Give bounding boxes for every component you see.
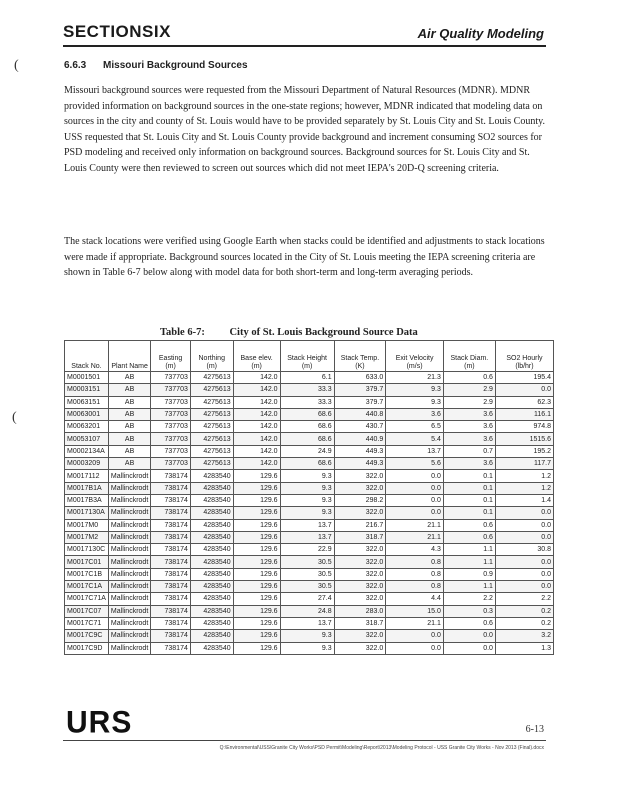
table-cell: M0063201: [65, 421, 109, 433]
section-title: Missouri Background Sources: [103, 60, 248, 71]
table-cell: 738174: [151, 630, 191, 642]
table-cell: 440.9: [334, 433, 386, 445]
table-cell: 0.0: [443, 642, 495, 654]
table-cell: 440.8: [334, 408, 386, 420]
background-source-table: [64, 340, 554, 655]
table-cell: 13.7: [280, 617, 334, 629]
table-cell: Mallinckrodt: [108, 593, 150, 605]
table-cell: 129.6: [233, 556, 280, 568]
table-row: [65, 482, 554, 494]
table-cell: 738174: [151, 482, 191, 494]
table-cell: M0017C9C: [65, 630, 109, 642]
table-cell: Mallinckrodt: [108, 642, 150, 654]
table-cell: 298.2: [334, 494, 386, 506]
footer-rule: [63, 740, 546, 741]
table-cell: Mallinckrodt: [108, 494, 150, 506]
table-cell: 68.6: [280, 421, 334, 433]
table-cell: 0.1: [443, 507, 495, 519]
table-row: [65, 458, 554, 470]
table-cell: 737703: [151, 372, 191, 384]
table-cell: 1.2: [495, 470, 553, 482]
table-cell: 21.1: [386, 617, 444, 629]
table-cell: 1.1: [443, 581, 495, 593]
table-cell: Mallinckrodt: [108, 544, 150, 556]
table-cell: 322.0: [334, 581, 386, 593]
table-cell: 0.0: [495, 581, 553, 593]
table-cell: 738174: [151, 593, 191, 605]
table-cell: 1.4: [495, 494, 553, 506]
table-cell: 0.1: [443, 494, 495, 506]
table-cell: 4275613: [190, 408, 233, 420]
table-cell: 322.0: [334, 507, 386, 519]
table-cell: 738174: [151, 470, 191, 482]
table-cell: AB: [108, 408, 150, 420]
table-cell: 142.0: [233, 445, 280, 457]
table-row: [65, 372, 554, 384]
table-cell: 142.0: [233, 408, 280, 420]
table-cell: 322.0: [334, 482, 386, 494]
table-cell: 322.0: [334, 544, 386, 556]
table-row: [65, 556, 554, 568]
margin-bracket-mark: (: [14, 58, 19, 73]
document-title: Air Quality Modeling: [417, 26, 544, 41]
table-cell: 738174: [151, 519, 191, 531]
column-header: Stack No.: [65, 341, 109, 372]
table-row: [65, 531, 554, 543]
table-cell: 4283540: [190, 605, 233, 617]
column-header: Plant Name: [108, 341, 150, 372]
table-cell: 4275613: [190, 396, 233, 408]
table-cell: 15.0: [386, 605, 444, 617]
table-cell: 30.5: [280, 581, 334, 593]
table-cell: 24.8: [280, 605, 334, 617]
table-row: [65, 617, 554, 629]
table-cell: 0.0: [443, 630, 495, 642]
table-row: [65, 568, 554, 580]
table-cell: 1.1: [443, 556, 495, 568]
table-cell: 4283540: [190, 494, 233, 506]
table-cell: M0017M0: [65, 519, 109, 531]
table-cell: 738174: [151, 617, 191, 629]
table-cell: 0.0: [386, 470, 444, 482]
paragraph-background-sources: Missouri background sources were requested from the Missouri Department of Natural Resources (MDNR). MDNR provided information on background sources in the one-state regions; however, MDNR indicated that modeling data on sources in the city and county of St. Louis would have to be provided separately by St. Louis City and St. Louis County. USS requested that St. Louis City and St. Louis County provide background and increment consuming SO2 sources for PSD modeling and received only information on background sources. Background sources for St. Louis City and St. Louis County were then reviewed to screen out sources which did not meet IEPA's 20D-Q screening criteria.: [64, 85, 545, 174]
table-cell: 0.7: [443, 445, 495, 457]
table-row: [65, 581, 554, 593]
table-cell: 13.7: [386, 445, 444, 457]
table-cell: M0063151: [65, 396, 109, 408]
column-header: Stack Diam. (m): [443, 341, 495, 372]
table-cell: AB: [108, 372, 150, 384]
table-cell: 129.6: [233, 482, 280, 494]
table-cell: 0.0: [495, 507, 553, 519]
table-cell: Mallinckrodt: [108, 568, 150, 580]
table-cell: 5.6: [386, 458, 444, 470]
table-cell: 4283540: [190, 519, 233, 531]
table-cell: 195.4: [495, 372, 553, 384]
table-cell: 30.8: [495, 544, 553, 556]
table-cell: AB: [108, 396, 150, 408]
table-cell: 4275613: [190, 372, 233, 384]
table-cell: 33.3: [280, 384, 334, 396]
table-cell: 4283540: [190, 544, 233, 556]
table-cell: 4283540: [190, 482, 233, 494]
table-cell: 379.7: [334, 384, 386, 396]
table-cell: M0001501: [65, 372, 109, 384]
table-cell: 129.6: [233, 617, 280, 629]
table-cell: M0017B3A: [65, 494, 109, 506]
table-cell: 449.3: [334, 445, 386, 457]
table-cell: M0017C01: [65, 556, 109, 568]
table-cell: 283.0: [334, 605, 386, 617]
table-cell: 21.1: [386, 519, 444, 531]
table-row: [65, 384, 554, 396]
table-cell: Mallinckrodt: [108, 470, 150, 482]
table-cell: 33.3: [280, 396, 334, 408]
table-cell: 27.4: [280, 593, 334, 605]
table-row: [65, 605, 554, 617]
section-header: SECTIONSIX: [63, 22, 171, 41]
table-cell: M0003151: [65, 384, 109, 396]
table-cell: 142.0: [233, 458, 280, 470]
table-cell: 738174: [151, 605, 191, 617]
table-cell: 0.0: [386, 642, 444, 654]
table-cell: 142.0: [233, 384, 280, 396]
table-row: [65, 494, 554, 506]
table-cell: 0.8: [386, 556, 444, 568]
table-cell: 62.3: [495, 396, 553, 408]
table-cell: 129.6: [233, 507, 280, 519]
table-cell: M0017130C: [65, 544, 109, 556]
table-cell: 0.0: [495, 531, 553, 543]
table-cell: 633.0: [334, 372, 386, 384]
table-cell: 974.8: [495, 421, 553, 433]
table-cell: 3.6: [443, 433, 495, 445]
table-cell: 116.1: [495, 408, 553, 420]
table-cell: 1515.6: [495, 433, 553, 445]
table-cell: 738174: [151, 556, 191, 568]
table-cell: 4275613: [190, 384, 233, 396]
table-cell: 68.6: [280, 408, 334, 420]
table-cell: 216.7: [334, 519, 386, 531]
table-cell: Mallinckrodt: [108, 630, 150, 642]
table-cell: 0.1: [443, 482, 495, 494]
table-cell: 737703: [151, 421, 191, 433]
table-cell: 9.3: [280, 470, 334, 482]
table-cell: 4.4: [386, 593, 444, 605]
table-cell: M0017112: [65, 470, 109, 482]
table-cell: 13.7: [280, 519, 334, 531]
table-cell: 0.0: [495, 556, 553, 568]
table-cell: 6.1: [280, 372, 334, 384]
column-header: Stack Temp. (K): [334, 341, 386, 372]
table-cell: 379.7: [334, 396, 386, 408]
table-cell: 2.9: [443, 396, 495, 408]
paragraph-stack-locations: The stack locations were verified using Google Earth when stacks could be identified and adjustments to stack locations were made if appropriate. Background sources located in the City of St. Louis meeting the IEPA screening criteria are shown in Table 6-7 below along with model data for both short-term and long-term averaging periods.: [64, 236, 545, 279]
table-cell: 9.3: [280, 482, 334, 494]
table-cell: M0017C9D: [65, 642, 109, 654]
table-row: [65, 408, 554, 420]
table-cell: AB: [108, 421, 150, 433]
section-number: 6.6.3: [64, 60, 87, 71]
table-caption: [160, 327, 418, 338]
table-cell: 4275613: [190, 445, 233, 457]
table-cell: 21.3: [386, 372, 444, 384]
table-row: [65, 593, 554, 605]
table-cell: M0017C1B: [65, 568, 109, 580]
table-cell: 737703: [151, 458, 191, 470]
section-heading: [64, 60, 248, 71]
table-cell: 738174: [151, 531, 191, 543]
column-header: Stack Height (m): [280, 341, 334, 372]
table-cell: 322.0: [334, 642, 386, 654]
table-cell: 6.5: [386, 421, 444, 433]
table-cell: 195.2: [495, 445, 553, 457]
table-cell: 142.0: [233, 372, 280, 384]
table-cell: 738174: [151, 568, 191, 580]
table-cell: 9.3: [386, 396, 444, 408]
table-cell: 129.6: [233, 593, 280, 605]
table-cell: 3.2: [495, 630, 553, 642]
table-cell: AB: [108, 384, 150, 396]
table-cell: M0017B1A: [65, 482, 109, 494]
table-cell: 4275613: [190, 458, 233, 470]
table-cell: Mallinckrodt: [108, 556, 150, 568]
table-cell: 738174: [151, 581, 191, 593]
table-cell: 737703: [151, 384, 191, 396]
table-cell: 129.6: [233, 568, 280, 580]
table-cell: 3.6: [386, 408, 444, 420]
table-cell: 0.0: [386, 482, 444, 494]
table-cell: Mallinckrodt: [108, 605, 150, 617]
table-cell: 0.9: [443, 568, 495, 580]
table-cell: M0002134A: [65, 445, 109, 457]
table-cell: 322.0: [334, 556, 386, 568]
table-cell: AB: [108, 433, 150, 445]
table-caption-title: City of St. Louis Background Source Data: [229, 327, 418, 338]
table-cell: 0.6: [443, 372, 495, 384]
table-cell: 0.2: [495, 617, 553, 629]
table-cell: 4283540: [190, 617, 233, 629]
table-cell: 737703: [151, 408, 191, 420]
table-cell: 738174: [151, 544, 191, 556]
table-row: [65, 544, 554, 556]
column-header: Easting (m): [151, 341, 191, 372]
table-cell: Mallinckrodt: [108, 507, 150, 519]
table-cell: 9.3: [280, 494, 334, 506]
table-cell: 449.3: [334, 458, 386, 470]
table-cell: M0017C07: [65, 605, 109, 617]
table-cell: M0017130A: [65, 507, 109, 519]
table-cell: 322.0: [334, 593, 386, 605]
table-row: [65, 433, 554, 445]
table-row: [65, 507, 554, 519]
table-cell: M0003209: [65, 458, 109, 470]
table-cell: Mallinckrodt: [108, 617, 150, 629]
column-header: Exit Velocity (m/s): [386, 341, 444, 372]
table-cell: 4283540: [190, 470, 233, 482]
table-cell: Mallinckrodt: [108, 482, 150, 494]
column-header: SO2 Hourly (lb/hr): [495, 341, 553, 372]
table-cell: 30.5: [280, 556, 334, 568]
table-cell: M0017C71: [65, 617, 109, 629]
table-cell: 22.9: [280, 544, 334, 556]
table-cell: 2.2: [443, 593, 495, 605]
table-cell: 9.3: [280, 642, 334, 654]
table-cell: 738174: [151, 507, 191, 519]
table-cell: 21.1: [386, 531, 444, 543]
table-cell: 0.6: [443, 531, 495, 543]
table-cell: 322.0: [334, 568, 386, 580]
table-cell: Mallinckrodt: [108, 581, 150, 593]
table-cell: 2.2: [495, 593, 553, 605]
table-cell: 129.6: [233, 531, 280, 543]
table-cell: 4283540: [190, 581, 233, 593]
table-cell: AB: [108, 458, 150, 470]
table-cell: 0.0: [495, 384, 553, 396]
table-cell: 1.1: [443, 544, 495, 556]
table-cell: 117.7: [495, 458, 553, 470]
table-row: [65, 445, 554, 457]
table-cell: 4283540: [190, 630, 233, 642]
table-cell: 4283540: [190, 593, 233, 605]
table-cell: 738174: [151, 642, 191, 654]
table-cell: 1.2: [495, 482, 553, 494]
table-cell: M0017C71A: [65, 593, 109, 605]
table-cell: 0.0: [386, 507, 444, 519]
table-cell: 2.9: [443, 384, 495, 396]
table-cell: 737703: [151, 445, 191, 457]
table-cell: 24.9: [280, 445, 334, 457]
table-cell: 68.6: [280, 433, 334, 445]
table-row: [65, 642, 554, 654]
table-cell: 0.1: [443, 470, 495, 482]
table-cell: 1.3: [495, 642, 553, 654]
table-cell: 430.7: [334, 421, 386, 433]
table-cell: 9.3: [386, 384, 444, 396]
table-cell: 0.3: [443, 605, 495, 617]
table-cell: 737703: [151, 433, 191, 445]
table-cell: 4275613: [190, 433, 233, 445]
table-row: [65, 519, 554, 531]
table-cell: M0053107: [65, 433, 109, 445]
table-cell: 30.5: [280, 568, 334, 580]
table-cell: M0063001: [65, 408, 109, 420]
table-cell: 142.0: [233, 433, 280, 445]
table-cell: 0.8: [386, 581, 444, 593]
table-row: [65, 421, 554, 433]
table-cell: 0.6: [443, 519, 495, 531]
table-cell: 738174: [151, 494, 191, 506]
table-cell: 68.6: [280, 458, 334, 470]
table-cell: Mallinckrodt: [108, 531, 150, 543]
table-cell: 129.6: [233, 519, 280, 531]
table-cell: 0.8: [386, 568, 444, 580]
table-cell: 0.0: [386, 630, 444, 642]
column-header: Northing (m): [190, 341, 233, 372]
table-cell: 318.7: [334, 531, 386, 543]
table-row: [65, 396, 554, 408]
table-cell: 322.0: [334, 470, 386, 482]
table-cell: 0.2: [495, 605, 553, 617]
footer-file-path: Q:\Environmental\USS\Granite City Works\PSD Permit\Modeling\Report\2013\Modeling Protocol - USS Granite City Works - Nov 2013 (Final).docx: [219, 745, 544, 751]
table-cell: 4283540: [190, 507, 233, 519]
table-body: [65, 372, 554, 655]
table-cell: 129.6: [233, 630, 280, 642]
table-cell: 3.6: [443, 408, 495, 420]
table-cell: 4.3: [386, 544, 444, 556]
table-cell: 5.4: [386, 433, 444, 445]
table-row: [65, 470, 554, 482]
urs-logo: URS: [66, 705, 133, 740]
table-cell: 3.6: [443, 421, 495, 433]
table-cell: 13.7: [280, 531, 334, 543]
table-cell: 9.3: [280, 507, 334, 519]
table-cell: 0.6: [443, 617, 495, 629]
table-cell: 4275613: [190, 421, 233, 433]
table-cell: 0.0: [495, 519, 553, 531]
table-cell: 129.6: [233, 494, 280, 506]
table-row: [65, 630, 554, 642]
header-rule: [63, 45, 546, 47]
table-cell: 142.0: [233, 421, 280, 433]
table-cell: 318.7: [334, 617, 386, 629]
page-number: 6-13: [525, 724, 544, 735]
table-header-row: [65, 341, 554, 372]
table-cell: 0.0: [495, 568, 553, 580]
table-cell: Mallinckrodt: [108, 519, 150, 531]
table-cell: 4283540: [190, 556, 233, 568]
table-cell: 4283540: [190, 568, 233, 580]
table-cell: M0017C1A: [65, 581, 109, 593]
table-cell: M0017M2: [65, 531, 109, 543]
table-cell: AB: [108, 445, 150, 457]
table-cell: 129.6: [233, 605, 280, 617]
table-cell: 737703: [151, 396, 191, 408]
table-cell: 3.6: [443, 458, 495, 470]
table-cell: 129.6: [233, 470, 280, 482]
column-header: Base elev. (m): [233, 341, 280, 372]
table-cell: 129.6: [233, 544, 280, 556]
table-cell: 129.6: [233, 581, 280, 593]
table-caption-number: Table 6-7:: [160, 327, 205, 338]
table-cell: 4283540: [190, 531, 233, 543]
table-cell: 0.0: [386, 494, 444, 506]
margin-bracket-mark: (: [12, 410, 17, 425]
table-cell: 142.0: [233, 396, 280, 408]
table-cell: 9.3: [280, 630, 334, 642]
table-cell: 322.0: [334, 630, 386, 642]
table-cell: 4283540: [190, 642, 233, 654]
table-cell: 129.6: [233, 642, 280, 654]
